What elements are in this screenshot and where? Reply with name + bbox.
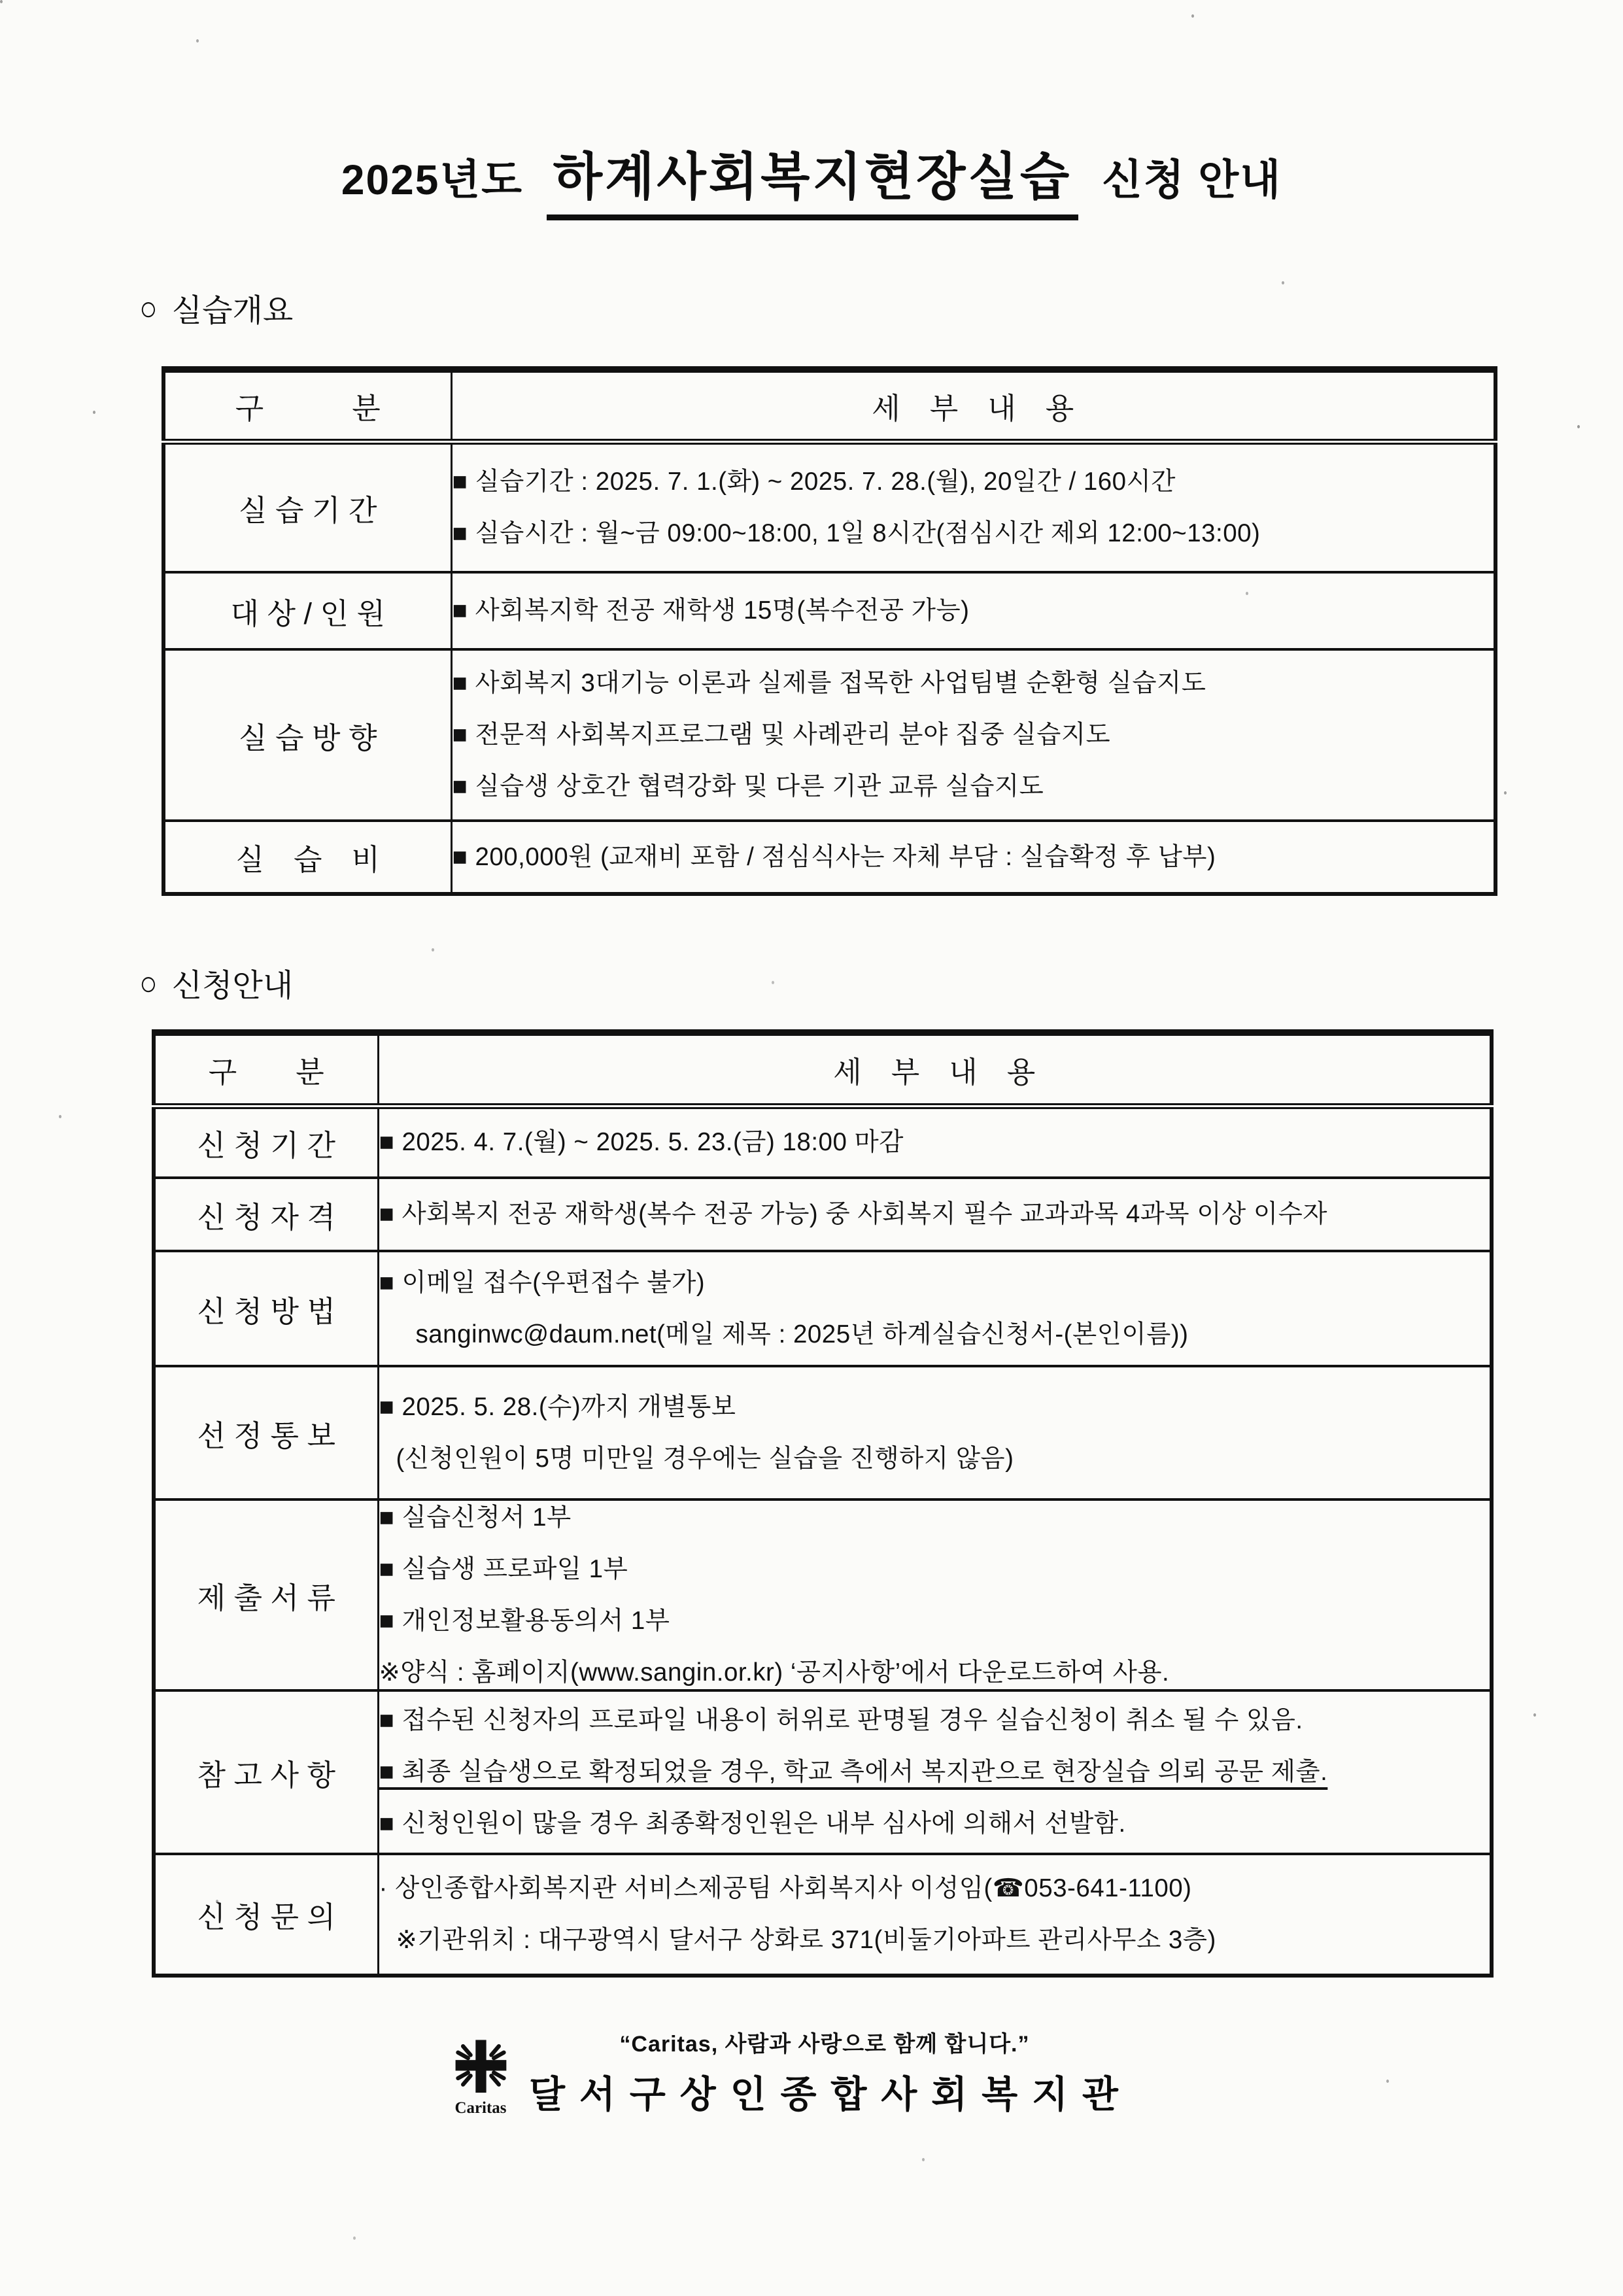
row-details (378, 1366, 1492, 1499)
table-header-row (154, 1033, 1492, 1106)
table-row (163, 649, 1495, 821)
detail-line: ■ 사회복지 전공 재학생(복수 전공 가능) 중 사회복지 필수 교과과목 4과목 이상 이수자 (379, 1200, 1327, 1228)
row-label: 신 청 자 격 (154, 1178, 378, 1251)
detail-line-email: sanginwc@daum.net(메일 제목 : 2025년 하계실습신청서-(본인이름)) (415, 1320, 1189, 1348)
table-row (154, 1854, 1492, 1976)
title-suffix: 신청 안내 (1102, 156, 1282, 203)
row-details (451, 649, 1495, 821)
detail-line: ■ 2025. 4. 7.(월) ~ 2025. 5. 23.(금) 18:00 마감 (379, 1128, 904, 1157)
column-header-details: 세 부 내 용 (378, 1033, 1492, 1106)
detail-line: ■ 이메일 접수(우편접수 불가) (379, 1268, 706, 1297)
detail-line: ■ 실습기간 : 2025. 7. 1.(화) ~ 2025. 7. 28.(월), 20일간 / 160시간 (452, 467, 1176, 496)
row-details (378, 1178, 1492, 1251)
detail-line: ■ 전문적 사회복지프로그램 및 사례관리 분야 집중 실습지도 (452, 721, 1111, 749)
row-details (378, 1251, 1492, 1366)
row-details (451, 572, 1495, 649)
caritas-logo-icon (449, 2038, 512, 2118)
table-row (154, 1178, 1492, 1251)
detail-line: ■ 200,000원 (교재비 포함 / 점심식사는 자체 부담 : 실습확정 후 납부) (452, 842, 1216, 871)
table-row (154, 1690, 1492, 1854)
detail-line: ■ 실습시간 : 월~금 09:00~18:00, 1일 8시간(점심시간 제외 12:00~13:00) (452, 519, 1261, 547)
section-heading-application (139, 960, 293, 1005)
column-header-category: 구 분 (163, 369, 451, 441)
table-row (154, 1251, 1492, 1366)
scan-noise (0, 0, 3, 3)
column-header-category: 구 분 (154, 1033, 378, 1106)
table-row (154, 1366, 1492, 1499)
circle-bullet-icon: ○ (139, 963, 158, 1002)
page-title (0, 136, 1623, 209)
row-label: 신 청 방 법 (154, 1251, 378, 1366)
row-label: 실 습 비 (163, 821, 451, 894)
detail-line: (신청인원이 5명 미만일 경우에는 실습을 진행하지 않음) (396, 1444, 1014, 1473)
overview-table (162, 366, 1497, 896)
footer (449, 2026, 1120, 2118)
row-details (378, 1690, 1492, 1854)
table-row (163, 441, 1495, 572)
footer-slogan: “Caritas, 사람과 사랑으로 함께 합니다.” (619, 2032, 1030, 2057)
detail-line-underlined: ■ 최종 실습생으로 확정되었을 경우, 학교 측에서 복지관으로 현장실습 의뢰 공문 제출. (379, 1758, 1328, 1786)
row-label: 선 정 통 보 (154, 1366, 378, 1499)
detail-line-form-note: ※양식 : 홈페이지(www.sangin.or.kr) ‘공지사항’에서 다운로드하여 사용. (379, 1658, 1170, 1687)
row-label: 실 습 방 향 (163, 649, 451, 821)
detail-line: ■ 신청인원이 많을 경우 최종확정인원은 내부 심사에 의해서 선발함. (379, 1809, 1126, 1838)
table-row (163, 821, 1495, 894)
detail-line: ■ 실습생 프로파일 1부 (379, 1554, 628, 1583)
row-label: 신 청 기 간 (154, 1106, 378, 1178)
table-row (154, 1499, 1492, 1690)
title-emphasis-underlined: 하계사회복지현장실습 (547, 148, 1078, 220)
caritas-logo-text: Caritas (454, 2099, 507, 2117)
detail-line: ■ 개인정보활용동의서 1부 (379, 1606, 670, 1635)
footer-text-block (529, 2026, 1120, 2118)
detail-line: ■ 접수된 신청자의 프로파일 내용이 허위로 판명될 경우 실습신청이 취소 될 수 있음. (379, 1706, 1303, 1734)
row-details (451, 441, 1495, 572)
detail-line: ■ 사회복지학 전공 재학생 15명(복수전공 가능) (452, 596, 970, 625)
row-label: 참 고 사 항 (154, 1690, 378, 1854)
row-details (378, 1499, 1492, 1690)
table-row (163, 572, 1495, 649)
section-heading-label: 실습개요 (171, 294, 294, 328)
detail-line-address: ※기관위치 : 대구광역시 달서구 상화로 371(비둘기아파트 관리사무소 3층) (396, 1926, 1216, 1954)
row-details (451, 821, 1495, 894)
detail-line-contact: · 상인종합사회복지관 서비스제공팀 사회복지사 이성임(☎053-641-1100) (379, 1874, 1192, 1902)
circle-bullet-icon: ○ (139, 288, 158, 328)
detail-line: ■ 실습신청서 1부 (379, 1503, 572, 1532)
footer-organization-name: 달 서 구 상 인 종 합 사 회 복 지 관 (528, 2074, 1120, 2116)
section-heading-overview (139, 285, 293, 330)
table-row (154, 1106, 1492, 1178)
detail-line: ■ 실습생 상호간 협력강화 및 다른 기관 교류 실습지도 (452, 772, 1044, 800)
row-label: 신 청 문 의 (154, 1854, 378, 1976)
row-label: 제 출 서 류 (154, 1499, 378, 1690)
row-details (378, 1854, 1492, 1976)
row-label: 대 상 / 인 원 (163, 572, 451, 649)
application-table (152, 1029, 1494, 1978)
table-header-row (163, 369, 1495, 441)
detail-line: ■ 2025. 5. 28.(수)까지 개별통보 (379, 1392, 736, 1421)
column-header-details: 세 부 내 용 (451, 369, 1495, 441)
row-details (378, 1106, 1492, 1178)
row-label: 실 습 기 간 (163, 441, 451, 572)
detail-line: ■ 사회복지 3대기능 이론과 실제를 접목한 사업팀별 순환형 실습지도 (452, 669, 1206, 697)
section-heading-label: 신청안내 (171, 968, 294, 1003)
title-year: 2025년도 (341, 156, 523, 203)
